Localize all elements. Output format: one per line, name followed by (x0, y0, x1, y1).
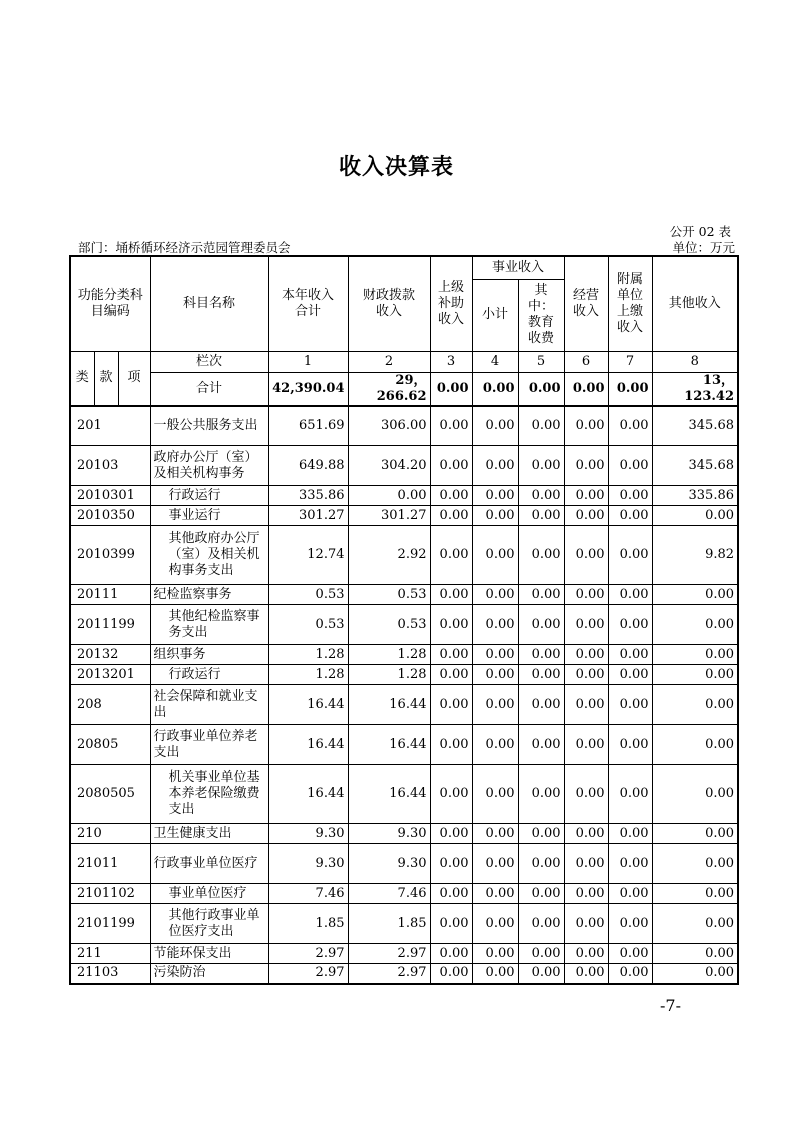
row-attached: 0.00 (608, 884, 652, 904)
row-superior: 0.00 (430, 765, 472, 824)
row-total: 16.44 (268, 685, 348, 725)
table-row (70, 585, 738, 605)
row-total: 0.53 (268, 585, 348, 605)
row-biz: 0.00 (472, 585, 518, 605)
sum-label: 合计 (150, 372, 268, 406)
row-code: 201 (70, 406, 150, 446)
sum-row (70, 372, 738, 406)
row-edu: 0.00 (518, 406, 564, 446)
row-total: 16.44 (268, 765, 348, 824)
row-edu: 0.00 (518, 884, 564, 904)
table-row (70, 406, 738, 446)
row-biz: 0.00 (472, 506, 518, 526)
header-xiang: 项 (118, 351, 150, 406)
sum-other: 13，123.42 (652, 372, 738, 406)
sum-edu: 0.00 (518, 372, 564, 406)
header-biz-edu: 其中：教育收费 (518, 279, 564, 351)
row-code: 2010399 (70, 526, 150, 585)
table-row (70, 904, 738, 944)
table-row (70, 506, 738, 526)
header-superior: 上级补助收入 (430, 256, 472, 351)
row-fiscal: 16.44 (348, 765, 430, 824)
form-number: 公开 02 表 (669, 224, 731, 239)
table-row (70, 685, 738, 725)
row-edu: 0.00 (518, 685, 564, 725)
table-row (70, 844, 738, 884)
col-number: 2 (348, 351, 430, 372)
row-attached: 0.00 (608, 944, 652, 964)
row-fiscal: 301.27 (348, 506, 430, 526)
sum-superior: 0.00 (430, 372, 472, 406)
table-row (70, 944, 738, 964)
row-superior: 0.00 (430, 964, 472, 984)
header-name: 科目名称 (150, 256, 268, 351)
row-edu: 0.00 (518, 844, 564, 884)
header-kuan: 款 (94, 351, 118, 406)
row-name: 节能环保支出 (150, 944, 268, 964)
row-total: 2.97 (268, 964, 348, 984)
row-attached: 0.00 (608, 526, 652, 585)
row-fiscal: 2.97 (348, 964, 430, 984)
row-fiscal: 2.92 (348, 526, 430, 585)
row-code: 208 (70, 685, 150, 725)
row-fiscal: 16.44 (348, 725, 430, 765)
row-code: 2013201 (70, 665, 150, 685)
row-code: 2011199 (70, 605, 150, 645)
row-superior: 0.00 (430, 844, 472, 884)
col-number: 3 (430, 351, 472, 372)
row-fiscal: 16.44 (348, 685, 430, 725)
row-edu: 0.00 (518, 526, 564, 585)
header-lanci: 栏次 (150, 351, 268, 372)
row-superior: 0.00 (430, 486, 472, 506)
income-table (69, 255, 739, 985)
row-biz: 0.00 (472, 526, 518, 585)
row-fiscal: 0.53 (348, 585, 430, 605)
row-code: 2101199 (70, 904, 150, 944)
row-edu: 0.00 (518, 645, 564, 665)
row-other: 0.00 (652, 585, 738, 605)
row-superior: 0.00 (430, 526, 472, 585)
row-total: 1.28 (268, 645, 348, 665)
row-superior: 0.00 (430, 725, 472, 765)
row-biz: 0.00 (472, 944, 518, 964)
header-fiscal: 财政拨款收入 (348, 256, 430, 351)
department-label: 部门：埇桥循环经济示范园管理委员会 (78, 240, 291, 255)
row-other: 0.00 (652, 506, 738, 526)
row-superior: 0.00 (430, 665, 472, 685)
row-other: 9.82 (652, 526, 738, 585)
table-row (70, 605, 738, 645)
header-code: 功能分类科目编码 (70, 256, 150, 351)
row-biz: 0.00 (472, 446, 518, 486)
row-fiscal: 9.30 (348, 824, 430, 844)
row-name: 事业单位医疗 (150, 884, 268, 904)
row-total: 9.30 (268, 844, 348, 884)
row-attached: 0.00 (608, 645, 652, 665)
row-fiscal: 0.53 (348, 605, 430, 645)
row-name: 行政事业单位医疗 (150, 844, 268, 884)
col-number: 6 (564, 351, 608, 372)
row-code: 20132 (70, 645, 150, 665)
row-attached: 0.00 (608, 685, 652, 725)
sum-total: 42,390.04 (268, 372, 348, 406)
row-biz: 0.00 (472, 665, 518, 685)
row-biz: 0.00 (472, 765, 518, 824)
row-biz: 0.00 (472, 685, 518, 725)
row-other: 0.00 (652, 645, 738, 665)
row-attached: 0.00 (608, 844, 652, 884)
row-fiscal: 1.28 (348, 665, 430, 685)
header-lei: 类 (70, 351, 94, 406)
row-superior: 0.00 (430, 406, 472, 446)
col-number: 4 (472, 351, 518, 372)
row-attached: 0.00 (608, 406, 652, 446)
row-attached: 0.00 (608, 446, 652, 486)
row-code: 2080505 (70, 765, 150, 824)
row-name: 事业运行 (150, 506, 268, 526)
header-total: 本年收入合计 (268, 256, 348, 351)
table-row (70, 645, 738, 665)
row-name: 纪检监察事务 (150, 585, 268, 605)
table-row (70, 446, 738, 486)
row-name: 行政运行 (150, 665, 268, 685)
row-op: 0.00 (564, 824, 608, 844)
row-other: 0.00 (652, 765, 738, 824)
row-total: 651.69 (268, 406, 348, 446)
row-other: 0.00 (652, 884, 738, 904)
column-number-row (70, 351, 738, 372)
row-other: 0.00 (652, 844, 738, 884)
row-total: 649.88 (268, 446, 348, 486)
row-edu: 0.00 (518, 585, 564, 605)
sum-op: 0.00 (564, 372, 608, 406)
row-total: 9.30 (268, 824, 348, 844)
row-other: 0.00 (652, 605, 738, 645)
row-name: 其他行政事业单位医疗支出 (150, 904, 268, 944)
col-number: 8 (652, 351, 738, 372)
page-title: 收入决算表 (338, 155, 454, 180)
row-edu: 0.00 (518, 446, 564, 486)
row-superior: 0.00 (430, 585, 472, 605)
row-code: 21011 (70, 844, 150, 884)
row-code: 2010301 (70, 486, 150, 506)
row-name: 污染防治 (150, 964, 268, 984)
row-total: 301.27 (268, 506, 348, 526)
row-op: 0.00 (564, 844, 608, 884)
row-code: 20805 (70, 725, 150, 765)
row-fiscal: 9.30 (348, 844, 430, 884)
row-edu: 0.00 (518, 665, 564, 685)
row-biz: 0.00 (472, 406, 518, 446)
row-superior: 0.00 (430, 884, 472, 904)
row-edu: 0.00 (518, 486, 564, 506)
row-op: 0.00 (564, 406, 608, 446)
row-fiscal: 304.20 (348, 446, 430, 486)
row-code: 20111 (70, 585, 150, 605)
row-fiscal: 1.28 (348, 645, 430, 665)
row-op: 0.00 (564, 486, 608, 506)
row-attached: 0.00 (608, 585, 652, 605)
row-other: 0.00 (652, 944, 738, 964)
row-other: 0.00 (652, 685, 738, 725)
table-row (70, 665, 738, 685)
table-row (70, 964, 738, 984)
row-op: 0.00 (564, 765, 608, 824)
row-name: 组织事务 (150, 645, 268, 665)
row-op: 0.00 (564, 605, 608, 645)
row-name: 社会保障和就业支出 (150, 685, 268, 725)
row-op: 0.00 (564, 665, 608, 685)
table-row (70, 526, 738, 585)
unit-label: 单位：万元 (672, 240, 735, 255)
row-attached: 0.00 (608, 665, 652, 685)
row-biz: 0.00 (472, 844, 518, 884)
row-total: 16.44 (268, 725, 348, 765)
header-attached: 附属单位上缴收入 (608, 256, 652, 351)
row-total: 2.97 (268, 944, 348, 964)
row-attached: 0.00 (608, 506, 652, 526)
header-biz: 事业收入 (472, 256, 564, 279)
row-total: 1.85 (268, 904, 348, 944)
row-op: 0.00 (564, 526, 608, 585)
row-edu: 0.00 (518, 904, 564, 944)
sum-biz: 0.00 (472, 372, 518, 406)
row-code: 210 (70, 824, 150, 844)
header-row-1 (70, 256, 738, 279)
row-edu: 0.00 (518, 506, 564, 526)
row-op: 0.00 (564, 944, 608, 964)
table-row (70, 765, 738, 824)
row-superior: 0.00 (430, 506, 472, 526)
col-number: 5 (518, 351, 564, 372)
row-biz: 0.00 (472, 725, 518, 765)
row-other: 0.00 (652, 725, 738, 765)
row-op: 0.00 (564, 685, 608, 725)
row-total: 7.46 (268, 884, 348, 904)
row-code: 211 (70, 944, 150, 964)
row-code: 20103 (70, 446, 150, 486)
row-superior: 0.00 (430, 944, 472, 964)
row-superior: 0.00 (430, 645, 472, 665)
row-other: 345.68 (652, 446, 738, 486)
row-total: 335.86 (268, 486, 348, 506)
row-code: 21103 (70, 964, 150, 984)
row-attached: 0.00 (608, 904, 652, 944)
row-superior: 0.00 (430, 824, 472, 844)
col-number: 7 (608, 351, 652, 372)
row-fiscal: 7.46 (348, 884, 430, 904)
row-edu: 0.00 (518, 824, 564, 844)
row-attached: 0.00 (608, 486, 652, 506)
col-number: 1 (268, 351, 348, 372)
row-biz: 0.00 (472, 605, 518, 645)
sum-fiscal: 29，266.62 (348, 372, 430, 406)
table-row (70, 824, 738, 844)
row-op: 0.00 (564, 964, 608, 984)
row-name: 机关事业单位基本养老保险缴费支出 (150, 765, 268, 824)
row-other: 0.00 (652, 824, 738, 844)
row-superior: 0.00 (430, 685, 472, 725)
row-other: 345.68 (652, 406, 738, 446)
row-name: 行政运行 (150, 486, 268, 506)
row-name: 政府办公厅（室）及相关机构事务 (150, 446, 268, 486)
row-edu: 0.00 (518, 944, 564, 964)
row-biz: 0.00 (472, 486, 518, 506)
table-row (70, 486, 738, 506)
row-fiscal: 306.00 (348, 406, 430, 446)
row-biz: 0.00 (472, 904, 518, 944)
row-code: 2010350 (70, 506, 150, 526)
row-attached: 0.00 (608, 725, 652, 765)
sum-attached: 0.00 (608, 372, 652, 406)
row-total: 12.74 (268, 526, 348, 585)
row-superior: 0.00 (430, 904, 472, 944)
row-op: 0.00 (564, 884, 608, 904)
row-total: 0.53 (268, 605, 348, 645)
row-op: 0.00 (564, 725, 608, 765)
row-edu: 0.00 (518, 725, 564, 765)
row-name: 其他纪检监察事务支出 (150, 605, 268, 645)
row-edu: 0.00 (518, 605, 564, 645)
row-fiscal: 0.00 (348, 486, 430, 506)
page-number: -7- (660, 996, 681, 1015)
row-other: 0.00 (652, 904, 738, 944)
row-total: 1.28 (268, 665, 348, 685)
row-other: 335.86 (652, 486, 738, 506)
row-biz: 0.00 (472, 824, 518, 844)
row-edu: 0.00 (518, 765, 564, 824)
header-op: 经营收入 (564, 256, 608, 351)
header-other: 其他收入 (652, 256, 738, 351)
row-op: 0.00 (564, 506, 608, 526)
row-attached: 0.00 (608, 824, 652, 844)
row-biz: 0.00 (472, 964, 518, 984)
table-row (70, 884, 738, 904)
row-op: 0.00 (564, 585, 608, 605)
row-superior: 0.00 (430, 605, 472, 645)
row-fiscal: 1.85 (348, 904, 430, 944)
row-attached: 0.00 (608, 964, 652, 984)
row-op: 0.00 (564, 446, 608, 486)
row-superior: 0.00 (430, 446, 472, 486)
row-attached: 0.00 (608, 765, 652, 824)
row-biz: 0.00 (472, 645, 518, 665)
row-name: 卫生健康支出 (150, 824, 268, 844)
row-op: 0.00 (564, 645, 608, 665)
table-row (70, 725, 738, 765)
row-name: 一般公共服务支出 (150, 406, 268, 446)
row-other: 0.00 (652, 964, 738, 984)
row-attached: 0.00 (608, 605, 652, 645)
row-code: 2101102 (70, 884, 150, 904)
header-biz-subtotal: 小计 (472, 279, 518, 351)
row-name: 行政事业单位养老支出 (150, 725, 268, 765)
row-biz: 0.00 (472, 884, 518, 904)
row-edu: 0.00 (518, 964, 564, 984)
row-fiscal: 2.97 (348, 944, 430, 964)
row-other: 0.00 (652, 665, 738, 685)
row-op: 0.00 (564, 904, 608, 944)
row-name: 其他政府办公厅（室）及相关机构事务支出 (150, 526, 268, 585)
